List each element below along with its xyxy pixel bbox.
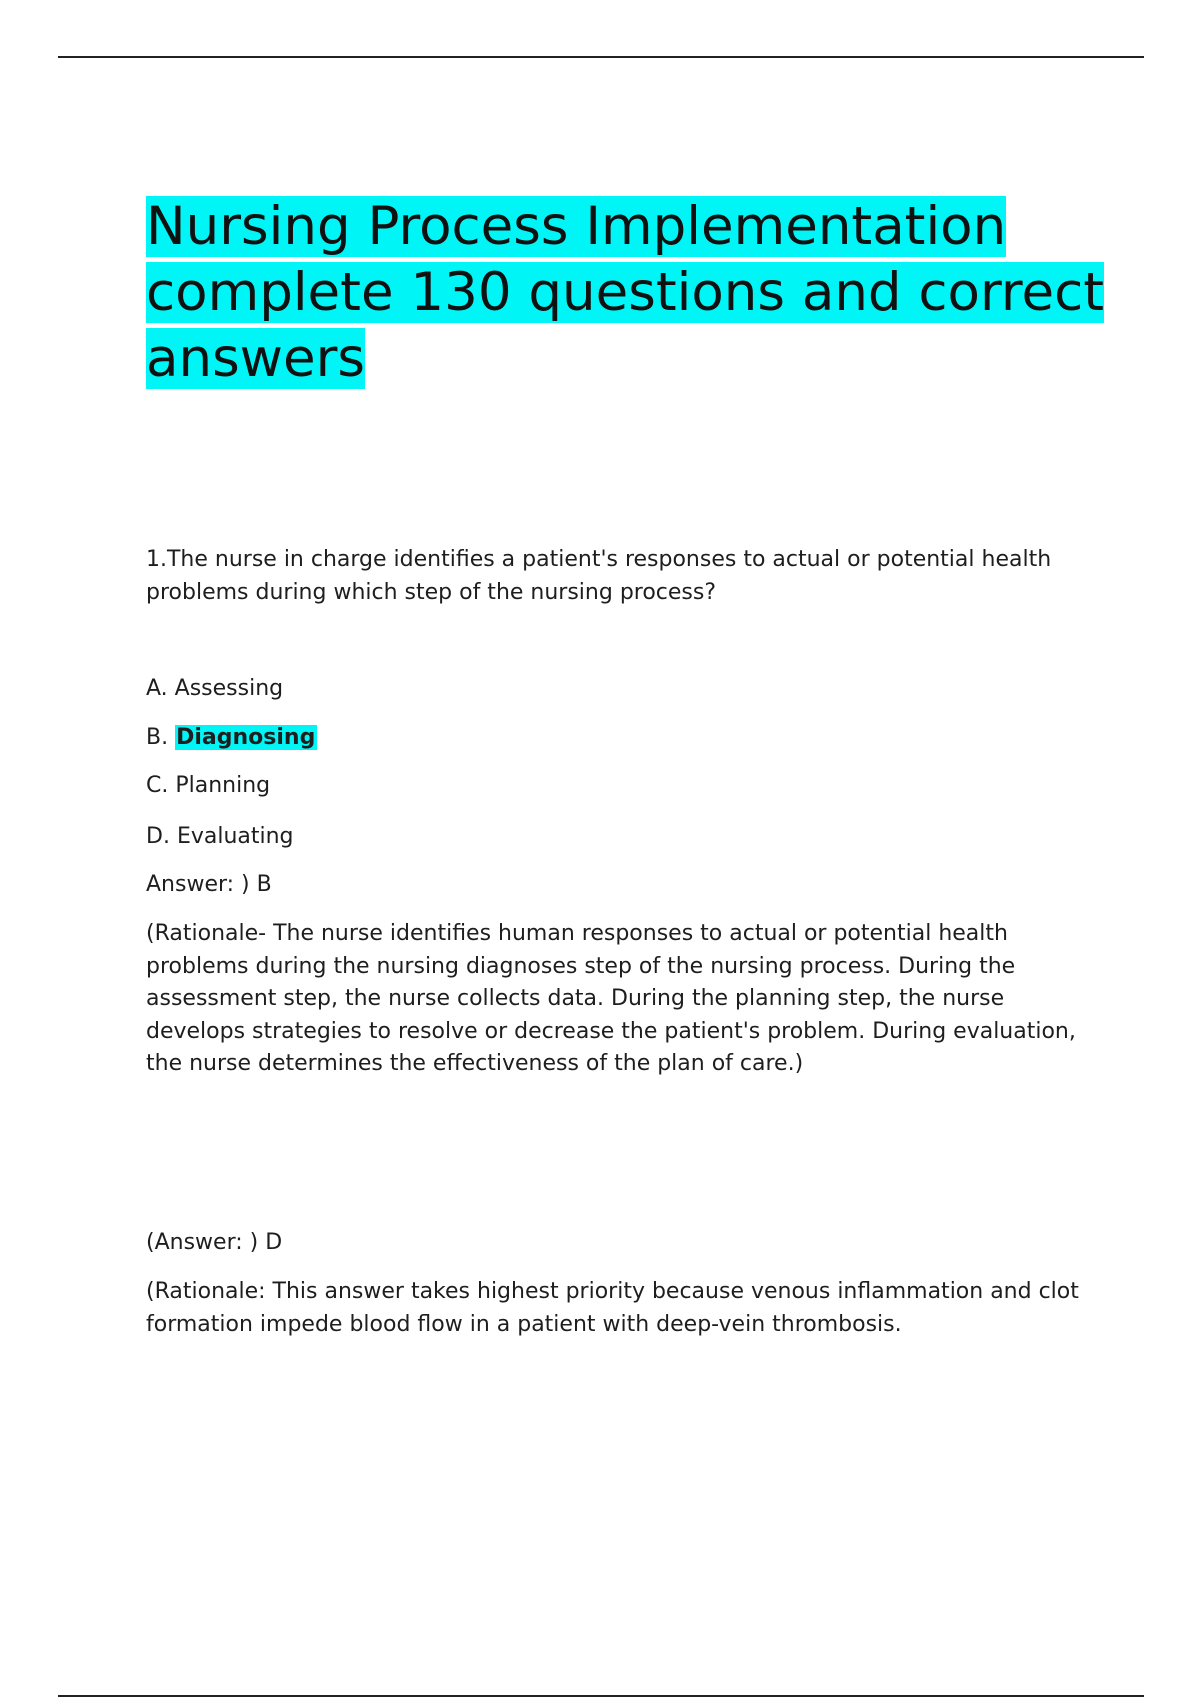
option-b: [146, 722, 1106, 755]
rationale-text: (Rationale- The nurse identifies human responses to actual or potential health problems during the nursing diagnoses step of the nursing process. During the assessment step, the nurse collects data. During the planning step, the nurse develops strategies to resolve or decrease the patient's problem. During evaluation, the nurse determines the effectiveness of the plan of care.): [146, 921, 1076, 1076]
option-a-label: Assessing: [174, 676, 284, 701]
option-a-prefix: A.: [146, 676, 175, 701]
second-answer-line: (Answer: ) D: [146, 1230, 283, 1255]
option-d: [146, 821, 1106, 854]
title-highlight: Nursing Process Implementation complete 130 questions and correct answers: [146, 196, 1104, 389]
option-c-prefix: C.: [146, 773, 176, 798]
option-c: [146, 770, 1106, 803]
bottom-rule: [58, 1695, 1144, 1697]
second-rationale-text: (Rationale: This answer takes highest priority because venous inflammation and clot formation impede blood flow in a patient with deep-vein thrombosis.: [146, 1279, 1079, 1337]
option-c-label: Planning: [175, 773, 271, 798]
option-d-prefix: D.: [146, 824, 177, 849]
option-b-label: Diagnosing: [176, 725, 316, 750]
option-a: [146, 673, 1106, 706]
answer-line: Answer: ) B: [146, 872, 272, 897]
option-b-prefix: B.: [146, 725, 176, 750]
question-text: 1.The nurse in charge identifies a patient's responses to actual or potential health problems during which step of the nursing process?: [146, 547, 1052, 605]
document-title: [146, 194, 1106, 392]
top-rule: [58, 56, 1144, 58]
option-d-label: Evaluating: [176, 824, 294, 849]
